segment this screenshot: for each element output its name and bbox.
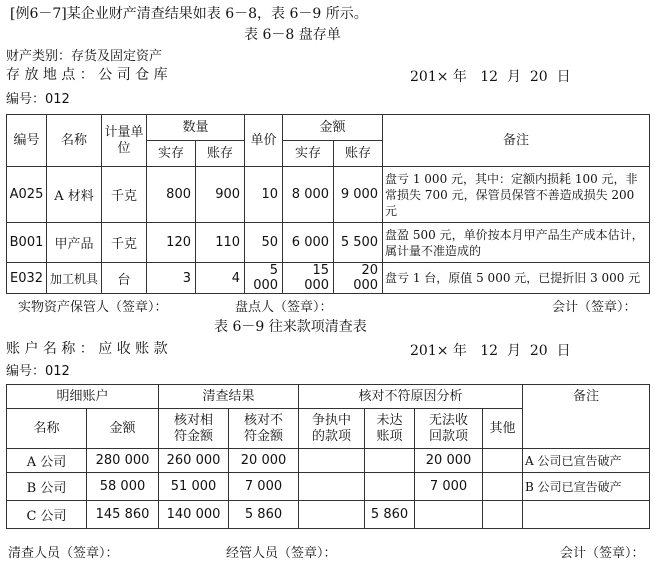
cell-note: A 公司已宣告破产 xyxy=(523,449,650,473)
sign-counter: 盘点人（签章）： xyxy=(235,300,333,315)
cell-qty-actual: 120 xyxy=(147,223,196,263)
cell-amt-book: 9 000 xyxy=(334,167,383,223)
cell-note xyxy=(523,501,650,529)
sign-accountant-2: 会计（签章）： xyxy=(560,546,645,561)
cell-qty-actual: 800 xyxy=(147,167,196,223)
cell-name: A 材料 xyxy=(47,167,102,223)
cell-code: B001 xyxy=(7,223,47,263)
cell-qty-book: 110 xyxy=(196,223,245,263)
cell-mismatch: 20 000 xyxy=(229,449,299,473)
col-detail-account: 明细账户 xyxy=(7,385,159,409)
sign-checker: 清查人员（签章）： xyxy=(8,546,119,561)
col-name: 名称 xyxy=(7,409,87,449)
cell-price: 5 000 xyxy=(245,263,283,294)
cell-uncollectable: 20 000 xyxy=(415,449,483,473)
cell-other xyxy=(483,501,523,529)
col-amount: 金额 xyxy=(87,409,159,449)
receivables-table xyxy=(6,384,650,529)
cell-dispute xyxy=(299,449,365,473)
sign-handler: 经管人员（签章）： xyxy=(226,546,337,561)
col-note: 备注 xyxy=(383,115,650,167)
cell-price: 50 xyxy=(245,223,283,263)
col-unit: 计量单位 xyxy=(102,115,147,167)
doc-number-1: 编号：012 xyxy=(6,92,70,107)
table-row xyxy=(7,223,650,263)
col-qty-book: 账存 xyxy=(196,141,245,167)
cell-amount: 280 000 xyxy=(87,449,159,473)
col-pending: 未达账项 xyxy=(365,409,415,449)
table-row xyxy=(7,167,650,223)
table-row xyxy=(7,501,650,529)
cell-name: 加工机具 xyxy=(47,263,102,294)
cell-match: 260 000 xyxy=(159,449,229,473)
col-qty-actual: 实存 xyxy=(147,141,196,167)
cell-amt-book: 5 500 xyxy=(334,223,383,263)
col-name: 名称 xyxy=(47,115,102,167)
cell-note: 盘盈 500 元，单价按本月甲产品生产成本估计，属计量不准造成的 xyxy=(383,223,650,263)
intro-text: [例6－7]某企业财产清查结果如表 6－8，表 6－9 所示。 xyxy=(10,6,368,22)
cell-note: 盘亏 1 000 元，其中：定额内损耗 100 元，非常损失 700 元，保管员保管不善造成损失 200 元 xyxy=(383,167,650,223)
cell-amt-book: 20 000 xyxy=(334,263,383,294)
col-mismatch-amount: 核对不符金额 xyxy=(229,409,299,449)
cell-note: B 公司已宣告破产 xyxy=(523,473,650,501)
account-name: 账 户 名 称 ： 应 收 账 款 xyxy=(6,341,168,357)
col-check-result: 清查结果 xyxy=(159,385,299,409)
cell-code: A025 xyxy=(7,167,47,223)
col-quantity: 数量 xyxy=(147,115,245,141)
storage-location: 存 放 地 点 ： 公 司 仓 库 xyxy=(6,67,168,83)
cell-unit: 台 xyxy=(102,263,147,294)
cell-code: E032 xyxy=(7,263,47,294)
col-uncollectable: 无法收回款项 xyxy=(415,409,483,449)
col-mismatch-analysis: 核对不符原因分析 xyxy=(299,385,523,409)
cell-mismatch: 5 860 xyxy=(229,501,299,529)
cell-dispute xyxy=(299,473,365,501)
cell-amt-actual: 6 000 xyxy=(283,223,334,263)
col-match-amount: 核对相符金额 xyxy=(159,409,229,449)
cell-pending xyxy=(365,449,415,473)
col-amount: 金额 xyxy=(283,115,383,141)
sign-accountant-1: 会计（签章）： xyxy=(552,300,637,315)
col-amt-actual: 实存 xyxy=(283,141,334,167)
cell-amount: 145 860 xyxy=(87,501,159,529)
property-category: 财产类别：存货及固定资产 xyxy=(6,49,163,64)
cell-amount: 58 000 xyxy=(87,473,159,501)
cell-name: 甲产品 xyxy=(47,223,102,263)
cell-qty-book: 900 xyxy=(196,167,245,223)
date-2: 201× 年 12 月 20 日 xyxy=(410,343,571,359)
cell-other xyxy=(483,473,523,501)
cell-name: C 公司 xyxy=(7,501,87,529)
cell-qty-book: 4 xyxy=(196,263,245,294)
table2-title: 表 6－9 往来款项清查表 xyxy=(214,319,367,335)
col-dispute: 争执中的款项 xyxy=(299,409,365,449)
cell-uncollectable xyxy=(415,501,483,529)
cell-unit: 千克 xyxy=(102,223,147,263)
col-amt-book: 账存 xyxy=(334,141,383,167)
cell-dispute xyxy=(299,501,365,529)
doc-number-2: 编号：012 xyxy=(6,364,70,379)
cell-amt-actual: 15 000 xyxy=(283,263,334,294)
inventory-table xyxy=(6,114,650,294)
cell-note: 盘亏 1 台，原值 5 000 元，已提折旧 3 000 元 xyxy=(383,263,650,294)
cell-qty-actual: 3 xyxy=(147,263,196,294)
cell-match: 51 000 xyxy=(159,473,229,501)
cell-name: A 公司 xyxy=(7,449,87,473)
cell-pending xyxy=(365,473,415,501)
col-other: 其他 xyxy=(483,409,523,449)
cell-match: 140 000 xyxy=(159,501,229,529)
table-row xyxy=(7,263,650,294)
cell-mismatch: 7 000 xyxy=(229,473,299,501)
sign-keeper: 实物资产保管人（签章）： xyxy=(18,300,168,315)
date-1: 201× 年 12 月 20 日 xyxy=(410,69,571,85)
cell-price: 10 xyxy=(245,167,283,223)
cell-pending: 5 860 xyxy=(365,501,415,529)
table1-title: 表 6－8 盘存单 xyxy=(244,27,341,43)
table-row xyxy=(7,449,650,473)
cell-amt-actual: 8 000 xyxy=(283,167,334,223)
cell-uncollectable: 7 000 xyxy=(415,473,483,501)
cell-other xyxy=(483,449,523,473)
col-price: 单价 xyxy=(245,115,283,167)
table-row xyxy=(7,473,650,501)
cell-unit: 千克 xyxy=(102,167,147,223)
col-note: 备注 xyxy=(523,385,650,449)
cell-name: B 公司 xyxy=(7,473,87,501)
col-code: 编号 xyxy=(7,115,47,167)
